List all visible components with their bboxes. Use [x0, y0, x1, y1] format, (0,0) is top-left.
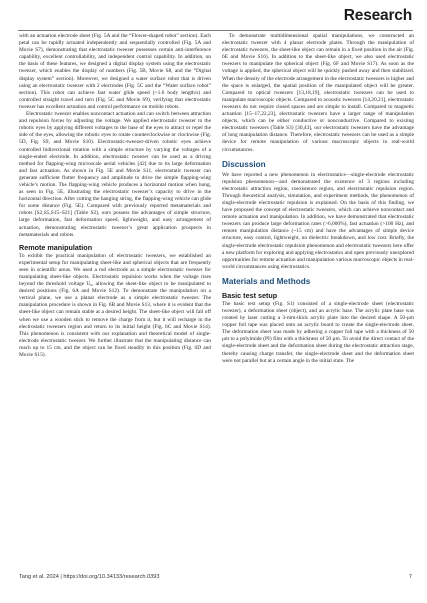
paragraph: To exhibit the practical manipulation of electrostatic tweezers, we established an experimental setup for manipulating sheet-like and spherical objects that are frequently seen in scientific areas. We used a rod electrode as a simple electrostatic tweezer for manipulating sheet-like objects. Electrostatic repulsion works when the voltage rises beyond the threshold voltage U₀, allowing the sheet-like object to be manipulated to desired positions (Fig. 6A and Movie S12). To demonstrate the manipulation on a vertical plane, we use a planar electrode as a simple electrostatic tweezer. The manipulation procedure is shown in Fig. 6B and Movie S13, where it is evident that the sheet-like object can remain stable at a desired height. The sheet-like object will fall off when we use a wooden stick to remove the charge from it, but it will recharge in the electrostatic tweezers region and return to its initial height (Fig. 6C and Movie S14). This phenomenon is consistent with our explanation and theoretical model of single-electrode electrostatic tweezer. We further illustrate that the manipulating distance can reach up to 15 cm, and the object can be fixed steadily in this position (Fig. 6D and Movie S15).: [19, 252, 211, 359]
header-rule: [18, 30, 413, 31]
journal-title: Research: [343, 7, 412, 24]
page-footer: [19, 574, 412, 583]
paragraph: Electrostatic tweezer enables noncontact actuation and can switch between attraction and repulsion forces by adjusting the voltage. We applied electrostatic tweezer to the robotic eyes by applying different voltages to the base of the eyes to attract or repel the side of the eyes, allowing the robotic eyes to rotate counterclockwise or clockwise (Fig. 5D, Fig. S9, and Movie S10). Electrostatic-tweezer-driven robotic eyes achieve controlled bidirectional rotation with a simple structure by varying the voltages of a single-ended electrode. In addition, electrostatic tweezer can be used as a driving method for flapping-wing microscale aerial vehicles [42] due to its large deformation and fast actuation. As shown in Fig. 5E and Movie S11, electrostatic tweezer can generate sufficient flutter frequency and amplitude to drive the simple flapping-wing vehicle’s motion. The flapping-wing vehicle produces a horizontal motion when hung, as seen in Fig. 5E, illustrating the electrostatic tweezer’s capacity to drive in the horizontal direction. After cutting the hanging string, the flapping-wing vehicle can glide for some distance (Fig. 5E). Compared with previously reported metamaterials and robots [S2,S5,S15–S21] (Table S2), ours possess the advantages of simple structure, large deformation, fast deformation speed, lightweight, and easy arrangement of actuation, demonstrating electrostatic tweezer’s great application prospects in metamaterials and robots.: [19, 111, 211, 238]
paragraph: To demonstrate multidimensional spatial manipulations, we constructed an electrostatic tweezer with 4 planar electrode plates. Through the manipulation of electrostatic tweezers, the sheet-like object can remain in a fixed position in the air (Fig. 6E and Movie S16). In addition to the sheet-like object, we also used electrostatic tweezers to manipulate the spherical object (Fig. 6F and Movie S17). As soon as the voltage is applied, the spherical object will be quickly pushed away and then stabilized. When the density of the electrode arrangement in the electrostatic tweezers is higher and the space is enlarged, the spatial position of the manipulated object will be greater. Compared to optical tweezers [13,18,19], electrostatic tweezers can be used to manipulate macroscopic objects. Compared to acoustic tweezers [14,20,21], electrostatic tweezers do not require closed spaces and are simple to install. Compared to magnetic actuation [15–17,22,23], electrostatic tweezers have a larger range of manipulation objects, which can be either conductive or nonconductive. Compared to existing electrostatic tweezers (Table S3) [30,43], our electrostatic tweezers have the advantage of long manipulation distance. Therefore, electrostatic tweezers can be used as a simple device for remote manipulation of various macroscopic objects in real-world circumstances.: [222, 33, 414, 153]
paragraph: The basic test setup (Fig. S1) consisted of a single-electrode sheet (electrostatic tweezer), a deformation sheet (object), and an acrylic base. The acrylic plate base was created by laser cutting a 3-mm-thick acrylic plate into the desired shape. A 50-μm copper foil tape was placed onto an acrylic board to create the single-electrode sheet. The deformation sheet was made by adhering a copper foil tape with a thickness of 50 μm to a polyimide (PI) film with a thickness of 50 μm. To avoid the direct contact of the single-electrode sheet and the deformation sheet during the electrostatic attraction stage, thereby causing charge transfer, the single-electrode sheet and the deformation sheet were not parallel but at a certain angle in the initial state. The: [222, 300, 414, 364]
paragraph: with an actuation electrode sheet (Fig. 5A and the “Flower-shaped robot” section). Each petal can be rapidly actuated independently and sequentially controlled (Fig. 5A and Movie S7), demonstrating that electrostatic tweezer possesses certain anti-interference capability, excellent controllability, and independent control capability. In addition, on the basis of these features, we designed a digital display system using the electrostatic tweezer, which enables the display of numbers (Fig. 5B, Movie S8, and the “Digital display system” section). Moreover, we designed a water surface robot that is driven using an electrostatic tweezer with 2 electrodes (Fig. 5C and the “Water surface robot” section). This robot can achieve fast water glide speed (>1.6 body length/s) and controlled straight travel and turn (Fig. 5C and Movie S9), verifying that electrostatic tweezer has excellent actuation and control performance on mobile robots.: [19, 33, 211, 110]
paragraph: We have reported a new phenomenon in electrostatics—single-electrode electrostatic repulsion phenomenon—and demonstrated the existence of 3 regions including electrostatic attraction region, coexistence region, and electrostatic repulsion region. Through theoretical analysis, simulation, and experiment methods, the phenomenon of single-electrode electrostatic repulsion is explained. On the basis of this finding, we have proposed the concept of electrostatic tweezers, which can achieve noncontact and remote actuation and manipulation. In addition, we have demonstrated that electrostatic tweezers can produce large deformation rates (>6,000%), fast actuation (>100 Hz), and remote manipulation distance (~15 cm) and have the advantages of simple device structure, easy control, lightweight, no dielectric breakdown, and low cost. Briefly, the single-electrode electrostatic repulsion phenomenon and electrostatic tweezers here offer a new platform for exploring and applying electrostatics and open previously unexplored opportunities for remote actuation and manipulation various macroscopic objects in real-world circumstances using electrostatics.: [222, 171, 414, 270]
left-column: [19, 33, 211, 359]
section-heading-materials-and-methods: Materials and Methods: [222, 276, 311, 286]
page-number: 7: [408, 574, 412, 580]
right-column: [222, 33, 414, 365]
section-heading-discussion: Discussion: [222, 159, 266, 169]
doi-link[interactable]: https://doi.org/10.34133/research.0393: [63, 574, 160, 580]
citation: [19, 574, 159, 580]
section-heading-remote-manipulation: Remote manipulation: [19, 242, 93, 252]
subsection-heading-basic-test-setup: Basic test setup: [222, 290, 278, 300]
citation-prefix: Tang et al. 2024 |: [19, 574, 64, 580]
